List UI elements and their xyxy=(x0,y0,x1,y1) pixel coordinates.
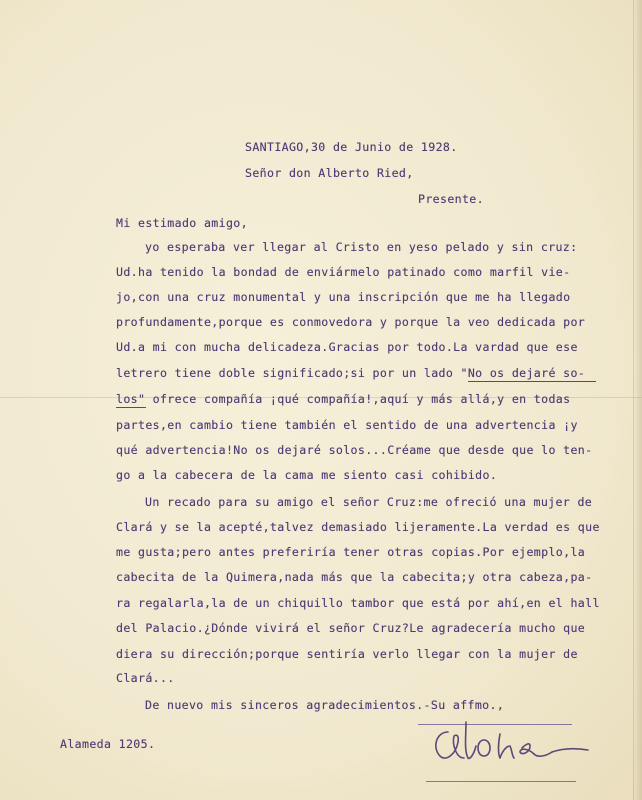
body-line-11: Un recado para su amigo el señor Cruz:me ofreció una mujer de xyxy=(145,495,593,509)
body-line-12: Clará y se la acepté,talvez demasiado lijeramente.La verdad es que xyxy=(116,520,600,534)
body-line-4: profundamente,porque es conmovedora y porque la veo dedicada por xyxy=(116,315,586,329)
body-line-7: los" ofrece compañía ¡qué compañía!,aquí y más allá,y en todas xyxy=(116,392,571,406)
body-line-8: partes,en cambio tiene también el sentido de una advertencia ¡y xyxy=(116,418,578,432)
addressee-line: Señor don Alberto Ried, xyxy=(245,166,414,180)
body-line-16: del Palacio.¿Dónde vivirá el señor Cruz?Le agradecería mucho que xyxy=(116,621,586,635)
body-line-2: Ud.ha tenido la bondad de enviármelo patinado como marfil vie- xyxy=(116,265,571,279)
body-line-3: jo,con una cruz monumental y una inscripción que me ha llegado xyxy=(116,290,571,304)
page-edge-shadow xyxy=(634,0,642,800)
body-line-18: Clará... xyxy=(116,671,175,685)
body-line-17: diera su dirección;porque sentiría verlo llegar con la mujer de xyxy=(116,647,578,661)
body-line-10: go a la cabecera de la cama me siento casi cohibido. xyxy=(116,468,498,482)
body-line-13: me gusta;pero antes preferiría tener otras copias.Por ejemplo,la xyxy=(116,545,586,559)
underline-no-os-dejare xyxy=(468,381,596,382)
signature-rule-bottom xyxy=(426,781,576,782)
body-line-9: qué advertencia!No os dejaré solos...Créame que desde que lo ten- xyxy=(116,443,593,457)
sender-address: Alameda 1205. xyxy=(60,737,156,751)
body-line-6: letrero tiene doble significado;si por un lado "No os dejaré so- xyxy=(116,366,586,380)
body-line-14: cabecita de la Quimera,nada más que la cabecita;y otra cabeza,pa- xyxy=(116,570,593,584)
underline-los xyxy=(116,407,146,408)
handwritten-signature xyxy=(426,714,596,778)
salutation: Mi estimado amigo, xyxy=(116,216,248,230)
body-line-1: yo esperaba ver llegar al Cristo en yeso pelado y sin cruz: xyxy=(145,240,578,254)
presente-line: Presente. xyxy=(418,192,484,206)
closing-line: De nuevo mis sinceros agradecimientos.-Su affmo., xyxy=(145,698,505,712)
body-line-15: ra regalarla,la de un chiquillo tambor que está por ahí,en el hall xyxy=(116,596,600,610)
body-line-5: Ud.a mi con mucha delicadeza.Gracias por todo.La vardad que ese xyxy=(116,340,578,354)
date-line: SANTIAGO,30 de Junio de 1928. xyxy=(245,140,458,154)
